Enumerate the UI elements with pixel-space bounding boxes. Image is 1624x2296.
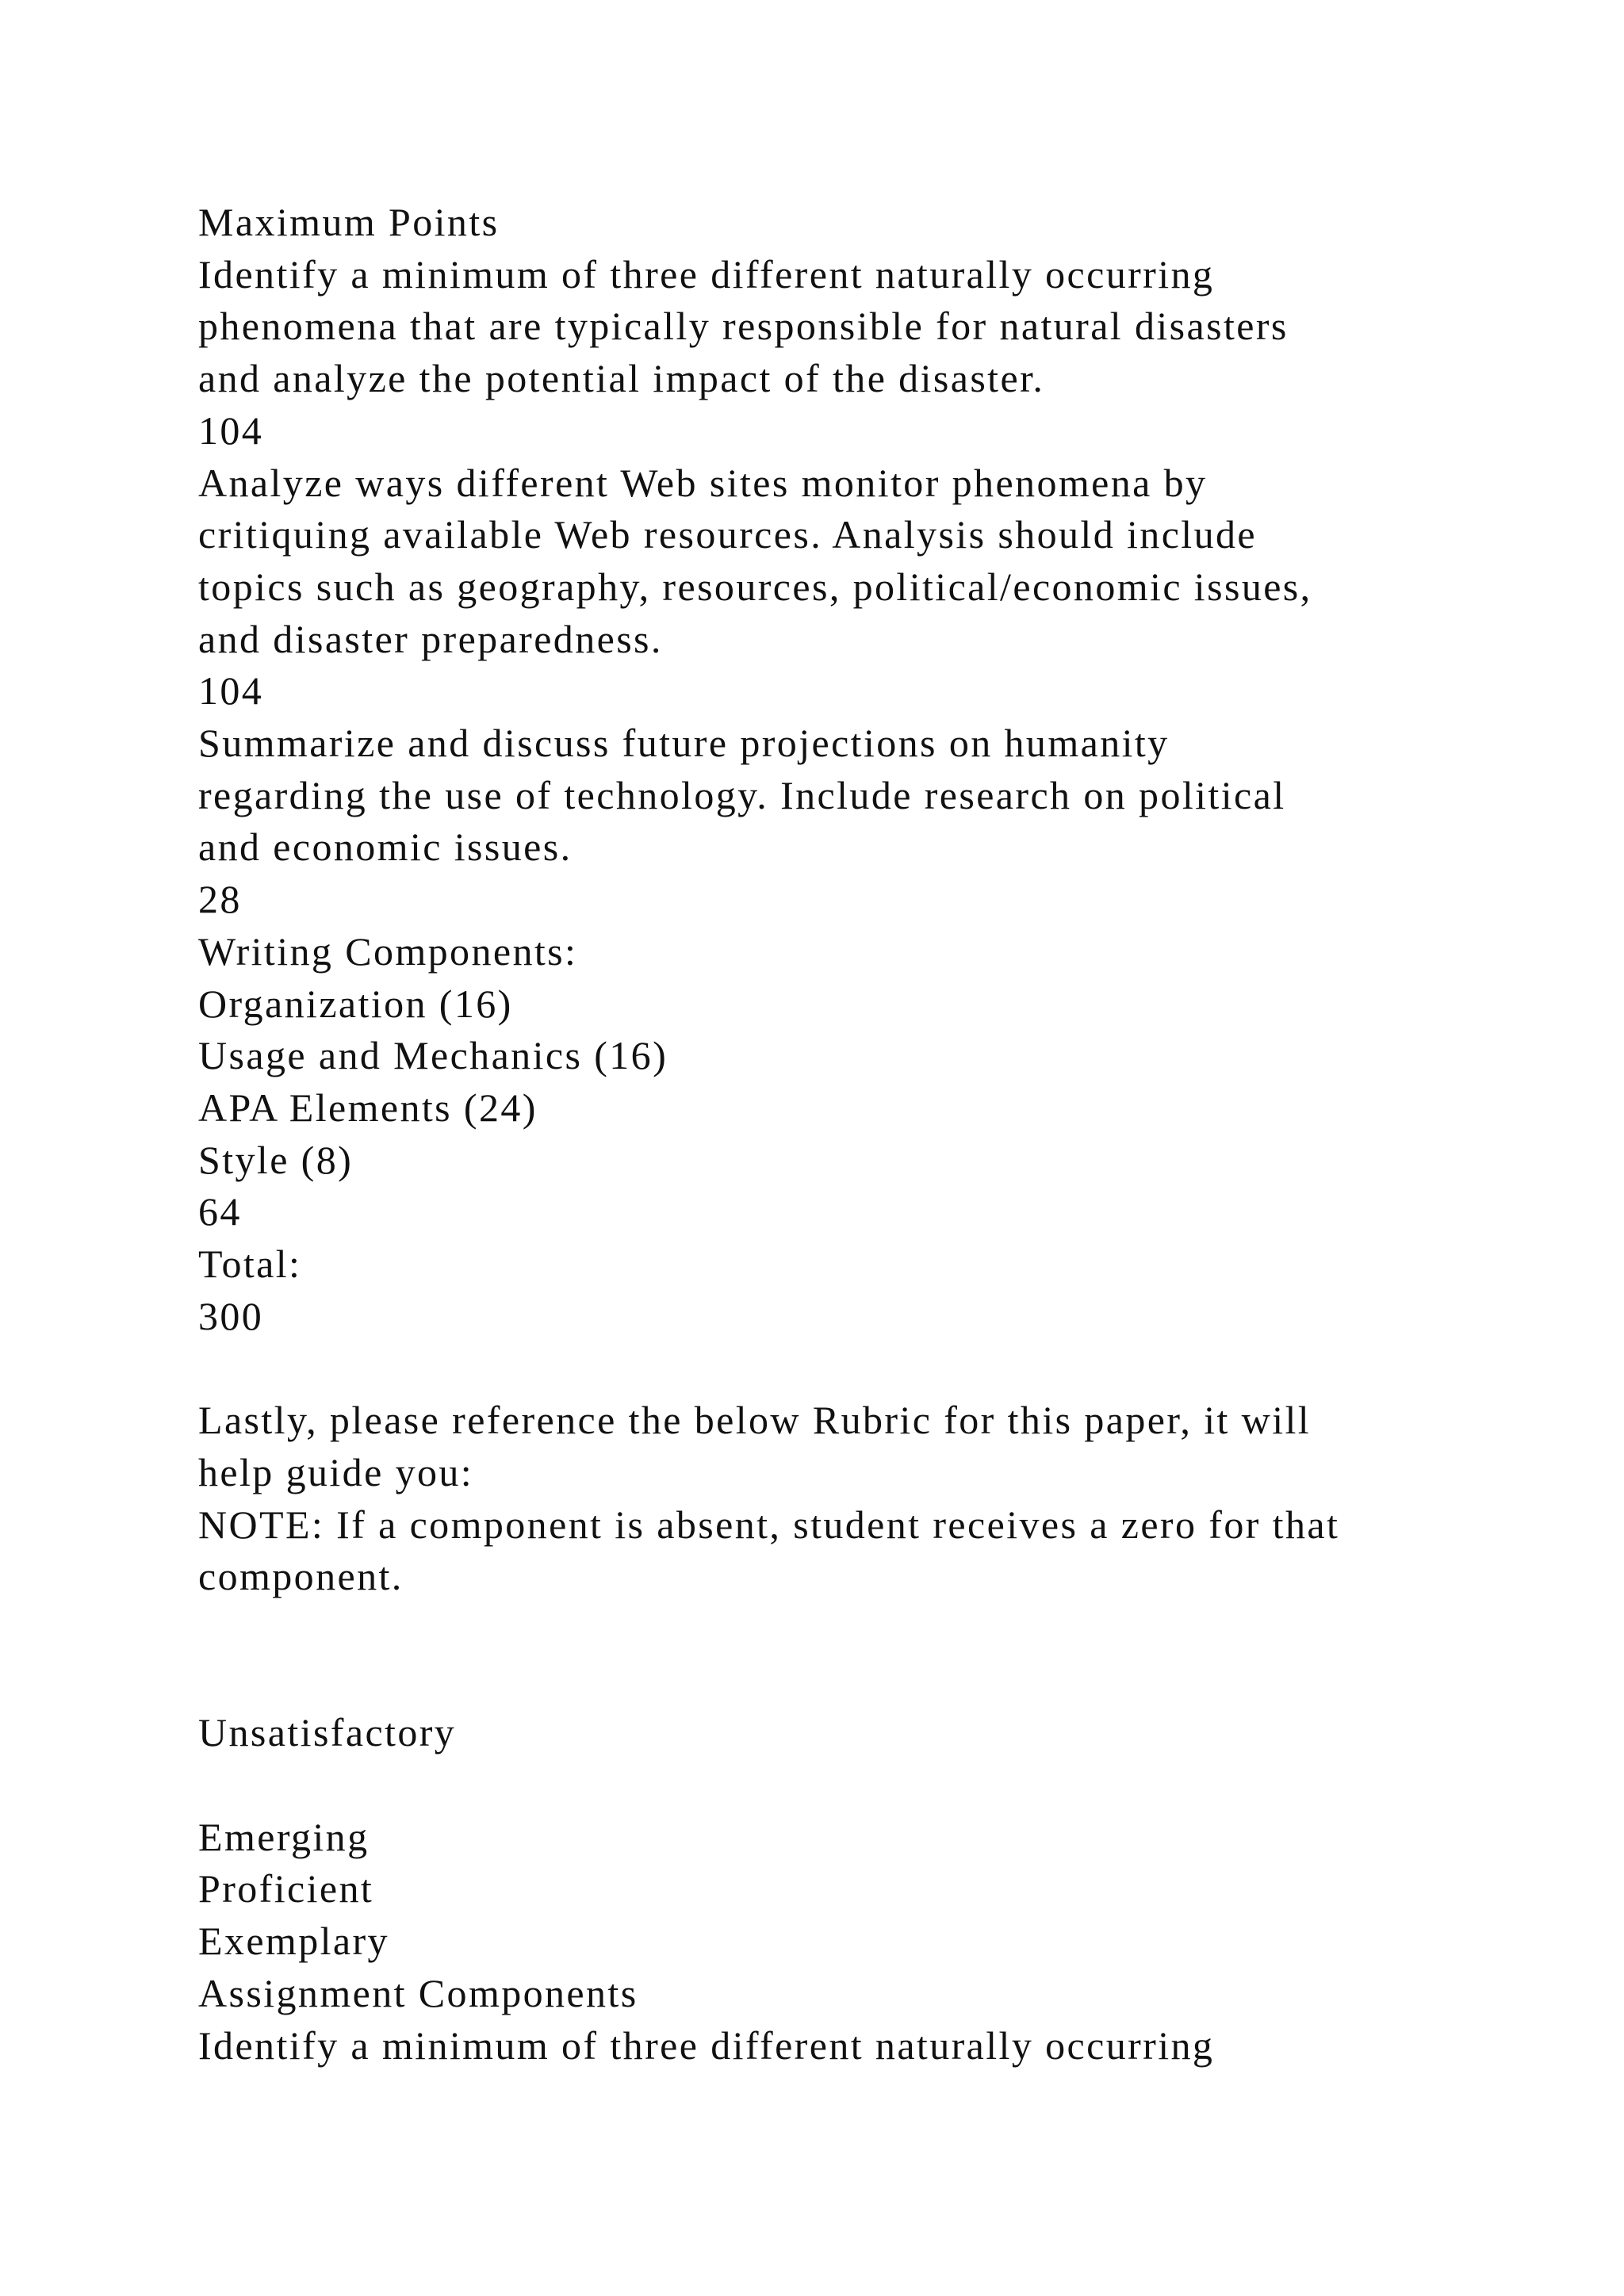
text-line: Identify a minimum of three different naturally occurring [198,2022,1215,2068]
text-line: phenomena that are typically responsible for natural disasters [198,304,1289,349]
text-line: Total: [198,1242,302,1287]
text-line: critiquing available Web resources. Analysis should include [198,512,1257,557]
blank-line [198,1342,1483,1395]
text-line: 28 [198,877,242,922]
text-line: NOTE: If a component is absent, student receives a zero for that [198,1502,1340,1547]
text-line: Unsatisfactory [198,1710,457,1755]
text-line: Assignment Components [198,1970,638,2015]
blank-line [198,1759,1483,1812]
text-line: APA Elements (24) [198,1085,538,1130]
text-line: Style (8) [198,1137,354,1182]
text-line: and economic issues. [198,825,573,870]
text-line: regarding the use of technology. Include research on political [198,772,1286,817]
blank-line [198,1603,1483,1655]
text-line: Identify a minimum of three different naturally occurring [198,251,1215,297]
text-line: 104 [198,668,264,714]
text-line: 300 [198,1293,264,1338]
text-line: Emerging [198,1814,370,1859]
text-line: Analyze ways different Web sites monitor phenomena by [198,460,1208,505]
text-line: 64 [198,1189,242,1234]
text-line: Proficient [198,1866,374,1911]
text-line: Summarize and discuss future projections on humanity [198,721,1170,766]
text-line: Lastly, please reference the below Rubric for this paper, it will [198,1398,1312,1443]
text-line: and disaster preparedness. [198,616,663,661]
text-line: and analyze the potential impact of the disaster. [198,356,1045,401]
text-line: Organization (16) [198,981,513,1026]
text-line: Exemplary [198,1919,389,1964]
text-line: component. [198,1554,404,1599]
text-line: help guide you: [198,1449,474,1494]
document-body [198,197,1483,2072]
text-line: Maximum Points [198,200,500,244]
text-line: topics such as geography, resources, political/economic issues, [198,564,1312,609]
blank-line [198,1655,1483,1708]
text-line: 104 [198,408,264,453]
text-line: Usage and Mechanics (16) [198,1033,668,1078]
text-line: Writing Components: [198,928,578,974]
